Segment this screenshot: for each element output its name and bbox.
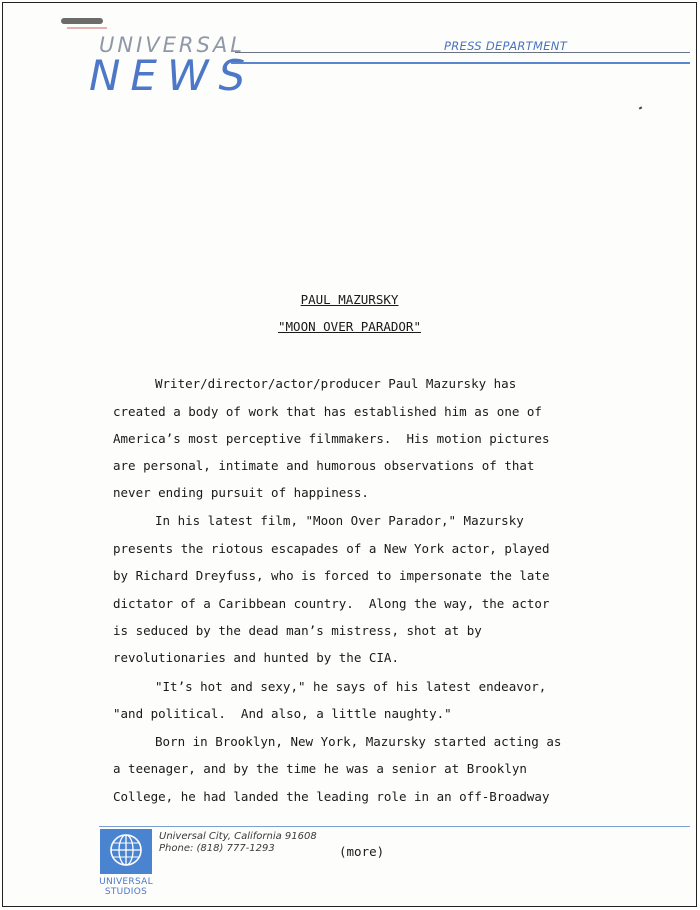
body-line: created a body of work that has established him as one of [113, 404, 542, 419]
body-line: College, he had landed the leading role in an off-Broadway [113, 789, 550, 804]
release-film-title: "MOON OVER PARADOR" [278, 319, 421, 334]
body-line: is seduced by the dead man’s mistress, shot at by [113, 623, 482, 638]
body-line: In his latest film, "Moon Over Parador," Mazursky [155, 513, 524, 528]
footer-address: Universal City, California 91608 [159, 831, 317, 842]
body-line: by Richard Dreyfuss, who is forced to impersonate the late [113, 568, 550, 583]
letterhead-department: PRESS DEPARTMENT [444, 39, 568, 53]
logo-caption [93, 877, 159, 897]
body-line: revolutionaries and hunted by the CIA. [113, 650, 399, 665]
letterhead-wordmark-universal: UNIVERSAL [99, 33, 245, 57]
body-line: Born in Brooklyn, New York, Mazursky started acting as [155, 734, 562, 749]
continuation-marker: (more) [339, 844, 385, 859]
logo-caption-line1: UNIVERSAL [99, 877, 153, 887]
letterhead-rule-blue [231, 62, 690, 64]
body-line: "It’s hot and sexy," he says of his latest endeavor, [155, 679, 547, 694]
globe-icon [100, 829, 152, 874]
paper-smudge [61, 18, 103, 24]
body-line: a teenager, and by the time he was a senior at Brooklyn [113, 761, 527, 776]
paper-mark [67, 27, 107, 29]
press-release-page [2, 2, 697, 907]
universal-logo [100, 829, 152, 874]
logo-caption-line2: STUDIOS [104, 887, 148, 897]
body-line: dictator of a Caribbean country. Along the way, the actor [113, 596, 550, 611]
body-line: America’s most perceptive filmmakers. His motion pictures [113, 431, 550, 446]
footer-rule [99, 826, 690, 827]
letterhead-wordmark-news: NEWS [89, 51, 256, 100]
release-subject-heading: PAUL MAZURSKY [300, 292, 399, 307]
paper-speck [639, 106, 643, 109]
body-line: never ending pursuit of happiness. [113, 485, 369, 500]
body-line: are personal, intimate and humorous observations of that [113, 458, 535, 473]
footer-phone: Phone: (818) 777-1293 [159, 843, 275, 854]
body-line: "and political. And also, a little naughty." [113, 706, 452, 721]
body-line: Writer/director/actor/producer Paul Mazursky has [155, 376, 517, 391]
body-line: presents the riotous escapades of a New York actor, played [113, 541, 550, 556]
